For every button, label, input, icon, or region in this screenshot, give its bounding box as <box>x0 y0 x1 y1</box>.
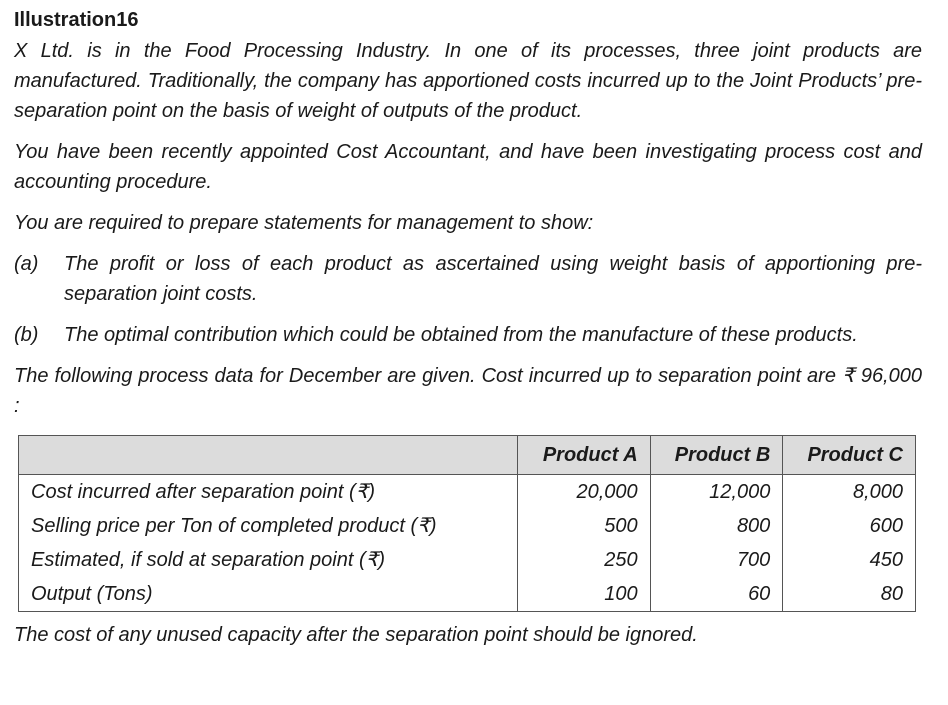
process-data-paragraph: The following process data for December are given. Cost incurred up to separation point are ₹ 96,000 : <box>14 365 922 417</box>
cell-value: 20,000 <box>518 475 651 510</box>
requirement-marker: (a) <box>14 253 39 275</box>
illustration-title: Illustration16 <box>14 9 139 31</box>
row-label: Cost incurred after separation point (₹) <box>19 475 518 510</box>
intro-paragraph: X Ltd. is in the Food Processing Industry. In one of its processes, three joint products are manufactured. Traditionally, the company has apportioned costs incurred up to the Joint Products’ pre-separation point on the basis of weight of outputs of the product. <box>14 40 922 122</box>
row-label: Estimated, if sold at separation point (₹) <box>19 543 518 577</box>
table-row <box>19 475 916 510</box>
table-header-product-b: Product B <box>650 436 783 475</box>
requirement-item-a <box>14 249 922 309</box>
row-label: Selling price per Ton of completed product (₹) <box>19 509 518 543</box>
row-label: Output (Tons) <box>19 577 518 612</box>
requirement-text: The profit or loss of each product as ascertained using weight basis of apportioning pre-separation joint costs. <box>64 253 922 305</box>
cell-value: 100 <box>518 577 651 612</box>
appointment-paragraph: You have been recently appointed Cost Accountant, and have been investigating process cost and accounting procedure. <box>14 141 922 193</box>
cell-value: 80 <box>783 577 916 612</box>
requirement-intro: You are required to prepare statements for management to show: <box>14 212 594 234</box>
cell-value: 450 <box>783 543 916 577</box>
table-header-product-a: Product A <box>518 436 651 475</box>
cell-value: 800 <box>650 509 783 543</box>
requirement-text: The optimal contribution which could be obtained from the manufacture of these products. <box>64 324 858 346</box>
cell-value: 60 <box>650 577 783 612</box>
requirement-marker: (b) <box>14 324 39 346</box>
closing-note: The cost of any unused capacity after the separation point should be ignored. <box>14 624 698 646</box>
table-header-blank <box>19 436 518 475</box>
document-page <box>14 6 922 661</box>
table-row <box>19 509 916 543</box>
cell-value: 600 <box>783 509 916 543</box>
table-row <box>19 577 916 612</box>
cell-value: 700 <box>650 543 783 577</box>
cell-value: 12,000 <box>650 475 783 510</box>
table-header-product-c: Product C <box>783 436 916 475</box>
cell-value: 500 <box>518 509 651 543</box>
cell-value: 250 <box>518 543 651 577</box>
cell-value: 8,000 <box>783 475 916 510</box>
table-row <box>19 543 916 577</box>
table-header-row <box>19 436 916 475</box>
process-data-table <box>18 435 916 612</box>
requirement-item-b <box>14 320 922 350</box>
